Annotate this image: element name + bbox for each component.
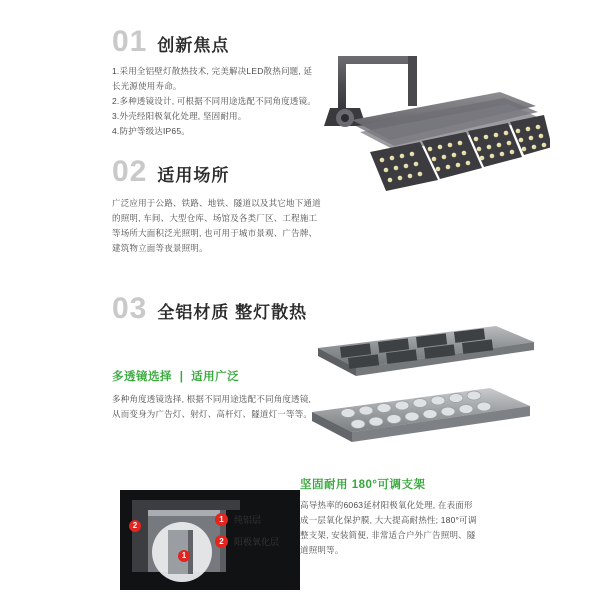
body-line: 建筑物立面等夜景照明。 xyxy=(112,243,208,253)
tunnel-lamp-illustration xyxy=(300,48,550,193)
body-line: 高导热率的6063延材阳极氧化处理, 在表面形 xyxy=(300,500,473,510)
body-line: 从而变身为广告灯、射灯、高杆灯、隧道灯一等等。 xyxy=(112,409,313,419)
body-line: 3.外壳经阳极氧化处理, 坚固耐用。 xyxy=(112,111,247,121)
cross-section-legend xyxy=(215,513,279,557)
led-boards-illustration xyxy=(300,320,550,465)
section-title-02: 适用场所 xyxy=(157,166,230,185)
lens-subheading xyxy=(112,368,239,384)
callout-chip-2: 2 xyxy=(129,520,141,532)
body-line: 的照明, 车间、大型仓库、场馆及各类厂区、工程施工 xyxy=(112,213,318,223)
section-heading-02 xyxy=(112,155,229,189)
section-number-02: 02 xyxy=(112,155,148,188)
body-line: 道照明等。 xyxy=(300,545,344,555)
body-line: 整支架, 安装简便, 非常适合户外广告照明、隧 xyxy=(300,530,476,540)
lens-subheading-right: 适用广泛 xyxy=(191,371,240,383)
body-line: 广泛应用于公路、铁路、地铁、隧道以及其它地下通道 xyxy=(112,198,321,208)
section-title-01: 创新焦点 xyxy=(157,36,230,55)
legend-bullet-2: 2 xyxy=(215,535,228,548)
legend-item xyxy=(215,513,279,526)
section-number-03: 03 xyxy=(112,292,148,325)
section-body-02 xyxy=(112,196,321,256)
subheading-separator: | xyxy=(179,371,184,383)
body-line: 1.采用全铝壁灯散热技术, 完美解决LED散热问题, 延 xyxy=(112,66,313,76)
legend-bullet-1: 1 xyxy=(215,513,228,526)
legend-label-2: 阳极氧化层 xyxy=(234,537,280,547)
section-heading-03 xyxy=(112,292,307,326)
section-body-01 xyxy=(112,64,317,139)
body-line: 2.多种透镜设计, 可根据不同用途选配不同角度透镜。 xyxy=(112,96,317,106)
body-line: 长光源使用寿命。 xyxy=(112,81,182,91)
section-title-03: 全铝材质 整灯散热 xyxy=(157,303,308,322)
body-line: 4.防护等级达IP65。 xyxy=(112,126,190,136)
bracket-subheading: 坚固耐用 180°可调支架 xyxy=(300,479,426,491)
tunnel-lamp-photo xyxy=(300,48,550,188)
callout-chip-1: 1 xyxy=(178,550,190,562)
led-module-boards-photo xyxy=(300,320,550,460)
legend-item xyxy=(215,535,279,548)
section-number-01: 01 xyxy=(112,25,148,58)
legend-label-1: 纯铝层 xyxy=(234,515,262,525)
lens-body xyxy=(112,392,312,422)
lens-subheading-left: 多透镜选择 xyxy=(112,371,172,383)
body-line: 多种角度透镜选择, 根据不同用途选配不同角度透镜, xyxy=(112,394,312,404)
body-line: 等场所大面积泛光照明, 也可用于城市景观、广告牌、 xyxy=(112,228,318,238)
section-heading-01 xyxy=(112,25,229,59)
bracket-body xyxy=(300,498,500,558)
body-line: 成一层氧化保护膜, 大大提高耐热性; 180°可调 xyxy=(300,515,477,525)
